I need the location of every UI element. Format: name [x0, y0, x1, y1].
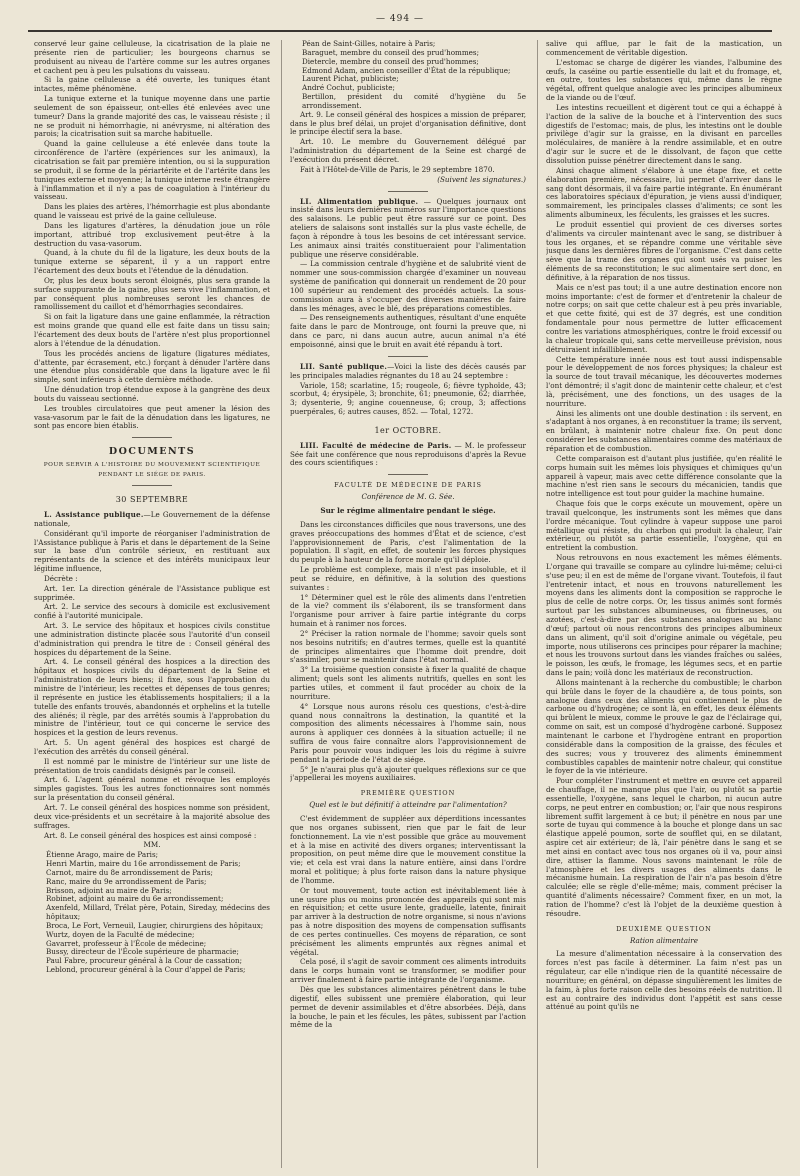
question-heading: PREMIÈRE QUESTION [360, 789, 456, 798]
paragraph: conservé leur gaine celluleuse, la cicatrisation de la plaie ne présente rien de particulier; les bourgeons charnus se produisent au niveau de l'artère comme sur les autres organes et cachent peu à peu les pulsations du vaisseau. [34, 40, 270, 75]
list-item: Brisson, adjoint au maire de Paris; [46, 885, 172, 895]
paragraph: Une dénudation trop étendue expose à la gangrène des deux bouts du vaisseau sectionné. [34, 385, 270, 403]
article-text: —Voici la liste des décès causés par les principales maladies régnantes du 18 au 24 septembre : [290, 361, 526, 380]
list-item: Étienne Arago, maire de Paris; [46, 850, 159, 860]
conference-title: Conférence de M. G. Sée. [361, 492, 455, 502]
paragraph: La mesure d'alimentation nécessaire à la conservation des forces n'est pas facile à déterminer. La faim n'est pas un régulateur, car elle n'indique rien de la quantité nécessaire de nourriture; en général, on dépasse singulièrement les limites de la faim, à plus forte raison celle des besoins réels de nutrition. Il est au contraire des individus dont l'appétit est sans cesse atténué au point qu'ils ne [546, 949, 782, 1012]
paragraph: Allons maintenant à la recherche du combustible; le charbon qui brûle dans le foyer de la chaudière a, de tous points, son analogue dans ceux des aliments qui contiennent le plus de carbone ou d'hydrogène; ce sont là, en effet, les deux éléments qui brûlent le mieux, comme le prouve le gaz de l'éclairage qui, comme on sait, est un composé d'hydrogène carboné. Supposez maintenant le carbone et l'hydrogène entrant en proportion considérable dans la composition de la graisse, des fécules et des sucres; vous y trouverez des aliments éminemment combustibles capables de maintenir notre chaleur, qui constitue le foyer de la vie intérieure. [546, 677, 782, 776]
list-item: Ranc, maire du 9e arrondissement de Paris; [46, 876, 207, 886]
paragraph: Chaque fois que le corps exécute un mouvement, opère un travail quelconque, les instruments sont les mêmes que dans l'ordre mécanique. Tout cylindre à vapeur suppose une paroi métallique qui résiste, du charbon qui produit la chaleur, l'air extérieur, ou plutôt sa partie essentielle, l'oxygène, qui en entretient la combustion. [546, 499, 782, 553]
article-liii [290, 442, 526, 469]
paragraph: Art. 10. Le membre du Gouvernement délégué par l'administration du département de la Seine est chargé de l'exécution du présent décret. [290, 137, 526, 164]
paragraph: Art. 3. Le service des hôpitaux et hospices civils constitue une administration distincte placée sous l'autorité d'un conseil d'administration qui prendra le titre de : Conseil général des hospices du département de la Seine. [34, 621, 270, 657]
article-text: —Le Gouvernement de la défense nationale, [34, 509, 270, 528]
article-heading: LI. Alimentation publique. [300, 196, 419, 206]
paragraph: Quand, à la chute du fil de la ligature, les deux bouts de la tunique externe se séparent, il y a un rapport entre l'écartement des deux bouts et l'étendue de la dénudation. [34, 248, 270, 276]
article-lii [290, 363, 526, 381]
documents-subtitle: POUR SERVIR A L'HISTOIRE DU MOUVEMENT SCIENTIFIQUE [43, 462, 261, 469]
section-rule [388, 356, 428, 357]
documents-subtitle: PENDANT LE SIÉGE DE PARIS. [98, 471, 206, 478]
paragraph: Dès que les substances alimentaires pénètrent dans le tube digestif, elles subissent une première élaboration, qui leur permet de devenir assimilables et d'être absorbées. Déjà, dans la bouche, le pain et les fécules, les pâtes, subissent par l'action même de la [290, 985, 526, 1030]
documents-title: DOCUMENTS [108, 446, 196, 458]
list-item: Laurent Pichat, publiciste; [302, 74, 399, 84]
paragraph: Cette comparaison est d'autant plus justifiée, qu'en réalité le corps humain suit les mêmes lois physiques et chimiques qu'un appareil à vapeur, mais avec cette différence consolante que la machine n'est rien sans le secours du mécanicien, tandis que notre intelligence est tout pour guider la machine humaine. [546, 453, 782, 499]
paragraph: — La commission centrale d'hygiène et de salubrité vient de nommer une sous-commission chargée d'examiner un nouveau système de panification qui donnerait un rendement de 20 pour 100 supérieur au rendement des procédés actuels. La sous-commission aura à s'occuper des diverses manières de faire dans les ménages, avec le blé, des préparations comestibles. [290, 259, 526, 313]
mm-label: MM. [143, 840, 161, 850]
section-rule [388, 474, 428, 475]
column-divider [537, 40, 538, 1168]
paragraph: Les intestins recueillent et digèrent tout ce qui a échappé à l'action de la salive de la bouche et à l'intervention des sucs digestifs de l'estomac; mais, de plus, les intestins ont le double privilège d'agir sur la graisse, en la divisant en parcelles moléculaires, de manière à la rendre assimilable, et en outre d'agir sur le sucre et de le dissolvant, de façon que cette dissolution puisse pénétrer directement dans le sang. [546, 102, 782, 165]
paragraph: Dans les circonstances difficiles que nous traversons, une des graves préoccupations des hommes d'État et de science, c'est l'approvisionnement de Paris, c'est l'alimentation de la population. Il s'agit, en effet, de soutenir les forces physiques du peuple à la hauteur de la force morale qu'il déploie. [290, 519, 526, 565]
paragraph: La tunique externe et la tunique moyenne dans une partie seulement de son épaisseur, ont-elles été enlevées avec une tumeur? Dans la grande majorité des cas, le vaisseau résiste ; il ne se produit ni hémorrhagie, ni anévrysme, ni altération des parois; la cicatrisation suit sa marche habituelle. [34, 94, 270, 139]
paragraph: Nous retrouvons en nous exactement les mêmes éléments. L'organe qui travaille se compare au cylindre lui-même; celui-ci s'use peu; il en est de même de l'organe vivant. Toutefois, il faut l'entretenir intact, et nous en trouvons naturellement les moyens dans les aliments dont la composition se rapproche le plus de celle de notre corps. Or, les tissus animés sont formés surtout par les substances albumineuses, ou fibrineuses, ou azotées, c'est-à-dire par des substances analogues au blanc d'œuf; partout où nous rencontrons des principes albumineux dans un aliment, qu'il soit d'origine animale ou végétale, peu importe, nous utiliserons ces principes pour réparer la machine; et nous les trouvons surtout dans les viandes fraîches ou salées, le poisson, les œufs, le fromage, les légumes secs, et en partie dans le pain; voilà donc les matériaux de reconstruction. [546, 553, 782, 678]
member-list [34, 851, 270, 975]
paragraph: Fait à l'Hôtel-de-Ville de Paris, le 29 septembre 1870. [300, 164, 495, 174]
list-item: Carnot, maire du 8e arrondissement de Paris; [46, 867, 213, 877]
paragraph: Art. 4. Le conseil général des hospices a la direction des hôpitaux et hospices civils du département de la Seine et l'administration de leurs biens; il fixe, sous l'approbation du ministre de l'intérieur, les recettes et dépenses de tous genres; il représente en justice les établissements hospitaliers; il a la tutelle des enfants trouvés, abandonnés et orphelins et la tutelle des aliénés; il règle, par des arrêtés soumis à l'approbation du ministre de l'intérieur, tout ce qui concerne le service des hospices et la gestion de leurs revenus. [34, 657, 270, 738]
list-item: Dietercle, membre du conseil des prud'hommes; [302, 56, 479, 66]
article-text: — M. le professeur Sée fait une conférence que nous reproduisons d'après la Revue des cours scientifiques : [290, 440, 526, 468]
paragraph: 1° Déterminer quel est le rôle des aliments dans l'entretien de la vie? comment ils s'élaborent, ils se transforment dans l'organisme pour arriver à faire partie intégrante du corps humain et à ranimer nos forces. [290, 592, 526, 629]
paragraph: Le produit essentiel qui provient de ces diverses sortes d'aliments va circuler maintenant avec le sang, se distribuer à tous les organes, et se répandre comme une véritable sève jusque dans les dernières fibres de l'organisme. C'est dans cette sève que la trame des organes qui sont usés va puiser les éléments de sa reconstitution; le suc alimentaire sert donc, en définitive, à la réparation de nos tissus. [546, 219, 782, 282]
paragraph: Ainsi les aliments ont une double destination : ils servent, en s'adaptant à nos organes, à en reconstituer la trame; ils servent, en brûlant, à maintenir notre chaleur fixe. On peut donc considérer les substances alimentaires comme des matériaux de réparation et de combustion. [546, 408, 782, 453]
paragraph: Si on fait la ligature dans une gaine enflammée, la rétraction est moins grande que quand elle est faite dans un tissu sain; l'écartement des deux bouts de l'artère n'est plus proportionnel alors à l'étendue de la dénudation. [34, 312, 270, 348]
list-item: Axenfeld, Millard, Trélat père, Potain, Sireday, médecins des hôpitaux; [46, 903, 270, 922]
list-item: Baraguet, membre du conseil des prud'hommes; [302, 47, 480, 57]
paragraph: Il est nommé par le ministre de l'intérieur sur une liste de présentation de trois candidats désignés par le conseil. [34, 756, 270, 775]
paragraph: Ainsi chaque aliment s'élabore à une étape fixe, et cette élaboration première, nécessaire, lui permet d'arriver dans le sang dont désormais, il va faire partie intégrante. En énumérant ces laboratoires spéciaux d'épuration, je viens aussi d'indiquer, sommairement, les principales classes d'aliments; ce sont les aliments albumineux, les féculents, les graisses et les sucres. [546, 165, 782, 220]
list-item: Gavarret, professeur à l'École de médecine; [46, 938, 207, 948]
paragraph: Cela posé, il s'agit de savoir comment ces aliments introduits dans le corps humain vont se transformer, se modifier pour arriver finalement à faire partie intégrante de l'organisme. [290, 957, 526, 985]
list-item: Leblond, procureur général à la Cour d'appel de Paris; [46, 965, 246, 975]
signatures-note: (Suivent les signatures.) [437, 174, 526, 184]
article-heading: L. Assistance publique. [44, 509, 144, 519]
list-item: Paul Fabre, procureur général à la Cour de cassation; [46, 956, 243, 966]
list-item: Bussy, directeur de l'École supérieure de pharmacie; [46, 947, 239, 957]
paragraph: 2° Préciser la ration normale de l'homme; savoir quels sont nos besoins nutritifs; en d'autres termes, quelle est la quantité de principes alimentaires que l'homme doit prendre, doit s'assimiler, pour se maintenir dans l'état normal. [290, 628, 526, 665]
question-title: Quel est le but définitif à atteindre par l'alimentation? [309, 800, 507, 810]
paragraph: Dans les plaies des artères, l'hémorrhagie est plus abondante quand le vaisseau est privé de la gaine celluleuse. [34, 202, 270, 221]
paragraph: Pour compléter l'instrument et mettre en œuvre cet appareil de chauffage, il ne manque plus que l'air, ou plutôt sa partie essentielle, l'oxygène, sans lequel le charbon, ni aucun autre corps, ne peut entrer en combustion; or, l'air que nous respirons librement suffit largement à ce but; il pénètre en nous par une sorte de tuyau qui commence à la bouche et plonge dans un sac élastique appelé poumon, sorte de soufflet qui, en se dilatant, aspire cet air extérieur; de là, l'air pénètre dans le sang et se met ainsi en contact avec tous nos organes où il va, pour ainsi dire, attiser la flamme. Nous savons maintenant le rôle de l'atmosphère et les divers usages des aliments dans le mécanisme humain. La respiration de l'air n'a pas besoin d'être calculée; elle se règle d'elle-même; mais, comment préciser la quantité d'aliments nécessaire? Comment fixer, en un mot, la ration de l'homme? c'est là l'objet de la deuxième question à résoudre. [546, 776, 782, 918]
list-item: Wurtz, doyen de la Faculté de médecine; [46, 929, 195, 939]
paragraph: Variole, 158; scarlatine, 15; rougeole, 6; fièvre typhoïde, 43; scorbut, 4; érysipèle, 3; bronchite, 61; pneumonie, 62; diarrhée, 3; dysenterie, 9; angine couenneuse, 6; croup, 3; affections puerpérales, 6; autres causes, 852. — Total, 1272. [290, 380, 526, 417]
paragraph: Or tout mouvement, toute action est inévitablement liée à une usure plus ou moins prononcée des appareils qui sont mis en réquisition; et cette usure lente, graduelle, latente, finirait par arriver à la destruction de notre organisme, si nous n'avions pas à notre disposition des moyens de compensation suffisants de ces pertes continuelles. Ces moyens de réparation, ce sont précisément les aliments empruntés aux règnes animal et végétal. [290, 885, 526, 957]
list-item: Robinet, adjoint au maire du 6e arrondissement; [46, 894, 224, 904]
paragraph: Or, plus les deux bouts seront éloignés, plus sera grande la surface suppurante de la gaine, plus sera vive l'inflammation, et par conséquent plus nombreuses seront les chances de ramollissement du caillot et d'hémorrhagies secondaires. [34, 275, 270, 312]
section-rule [132, 437, 172, 438]
column-1 [34, 40, 270, 1170]
list-item: Henri Martin, maire du 16e arrondissement de Paris; [46, 859, 241, 869]
paragraph: 3° La troisième question consiste à fixer la qualité de chaque aliment; quels sont les aliments nutritifs, quelles en sont les parties utiles, et comment il faut procéder au choix de la nourriture. [290, 665, 526, 701]
list-item: André Cochut, publiciste; [302, 83, 395, 93]
paragraph: Si la gaine celluleuse a été ouverte, les tuniques étant intactes, même phénomène. [34, 75, 270, 94]
paragraph: Le problème est complexe, mais il n'est pas insoluble, et il peut se réduire, en définitive, à la solution des questions suivantes : [290, 565, 526, 592]
article-text: — Quelques journaux ont insisté dans leurs dernières numéros sur l'importance questions des salaisons. Le public peut être rassuré sur ce point. Des ateliers de salaisons sont installés sur la plus vaste échelle, de façon à répondre à tous les besoins de cet intéressant service. Les animaux ainsi traités constitueraient pour l'alimentation publique une réserve considérable. [290, 196, 526, 259]
paragraph: — Des renseignements authentiques, résultant d'une enquête faite dans le parc de Montrouge, ont fourni la preuve que, ni dans ce parc, ni dans aucun autre, aucun animal n'a été empoisonné, ainsi que le bruit en avait été répandu à tort. [290, 313, 526, 349]
article-heading: LIII. Faculté de médecine de Paris. [300, 440, 452, 450]
paragraph: Art. 5. Un agent général des hospices est chargé de l'exécution des arrêtés du conseil général. [34, 738, 270, 756]
paragraph: Quand la gaine celluleuse a été enlevée dans toute la circonférence de l'artère (expériences sur les animaux), la cicatrisation se fait par première intention, ou si la suppuration se produit, il se forme de la périartérite et de l'artérite dans les tuniques externe et moyenne; la tunique interne reste étrangère à l'inflammation et il n'y a pas de coagulation à l'intérieur du vaisseau. [34, 139, 270, 202]
member-list [290, 40, 526, 111]
paragraph: 5° Je n'aurai plus qu'à ajouter quelques réflexions sur ce que j'appellerai les moyens auxiliaires. [290, 764, 526, 783]
paragraph: C'est évidemment de suppléer aux déperditions incessantes que nos organes subissent, rien que par le fait de leur fonctionnement. La vie n'est possible que grâce au mouvement et à la mise en activité des divers organes; interventissant la proposition, on peut même dire que le mouvement constitue la vie; et cela est vrai dans la nature entière, ainsi dans l'ordre moral et politique; à plus forte raison dans la nature physique de l'homme. [290, 813, 526, 885]
paragraph: Art. 2. Le service des secours à domicile est exclusivement confié à l'autorité municipale. [34, 602, 270, 621]
column-divider [281, 40, 282, 1168]
article-l [34, 511, 270, 529]
paragraph: Art. 9. Le conseil général des hospices a mission de préparer, dans le plus bref délai, un projet d'organisation définitive, dont le principe électif sera la base. [290, 109, 526, 137]
paragraph: salive qui afflue, par le fait de la mastication, un commencement de véritable digestion. [546, 40, 782, 57]
paragraph: Dans les ligatures d'artères, la dénudation joue un rôle important, attribué trop exclusivement peut-être à la destruction du vasa-vasorum. [34, 220, 270, 248]
paragraph: Tous les procédés anciens de ligature (ligatures médiates, d'attente, par écrasement, etc.) forçant à dénuder l'artère dans une étendue plus considérable que dans la ligature avec le fil simple, sont inférieurs à cette dernière méthode. [34, 348, 270, 385]
paragraph: Art. 8. Le conseil général des hospices est ainsi composé : [44, 830, 257, 840]
paragraph: Les troubles circulatoires que peut amener la lésion des vasa-vasorum par le fait de la dénudation dans les ligatures, ne sont pas encore bien établis. [34, 403, 270, 431]
question-heading: DEUXIÈME QUESTION [616, 924, 712, 933]
list-item: Bertillon, président du comité d'hygiène du 5e arrondissement. [302, 92, 526, 110]
column-3 [546, 40, 782, 1170]
regime-title: Sur le régime alimentaire pendant le siége. [320, 505, 496, 515]
paragraph: Cette température innée nous est tout aussi indispensable pour le développement de nos forces physiques; la chaleur est la source de tout travail mécanique, les découvertes modernes l'ont démontré; il s'agit donc de maintenir cette chaleur, et c'est là, précisément, une des fonctions, un des usages de la nourriture. [546, 354, 782, 408]
date-heading: 1er OCTOBRE. [374, 425, 442, 435]
article-li [290, 198, 526, 260]
article-heading: LII. Santé publique. [300, 361, 388, 371]
question-title: Ration alimentaire [629, 935, 699, 945]
column-2 [290, 40, 526, 1170]
list-item: Péan de Saint-Gilles, notaire à Paris; [302, 40, 436, 48]
faculty-title: FACULTÉ DE MÉDECINE DE PARIS [334, 481, 482, 490]
section-rule [132, 485, 172, 486]
top-rule [28, 30, 772, 32]
date-heading: 30 SEPTEMBRE [115, 495, 189, 505]
paragraph: Mais ce n'est pas tout; il a une autre destination encore non moins importante: c'est de former et d'entretenir la chaleur de notre corps; on sait que cette chaleur est à peu près invariable, et que cette fixité, qui est de 37 degrés, est une condition fondamentale pour nous permettre de lutter efficacement contre les variations atmosphériques, contre le froid excessif ou la chaleur tropicale qui, sans cette merveilleuse prévision, nous détruiraient infailliblement. [546, 282, 782, 354]
list-item: Edmond Adam, ancien conseiller d'État de la république; [302, 65, 511, 75]
paragraph: 4° Lorsque nous aurons résolu ces questions, c'est-à-dire quand nous connaîtrons la destination, la quantité et la composition des aliments nécessaires à l'homme sain, nous aurons à appliquer ces données à la situation actuelle; il ne suffira de vous faire connaître alors l'approvisionnement de Paris pour pouvoir vous indiquer les lois du régime à suivre pendant la période de l'état de siége. [290, 701, 526, 764]
page-number: — 494 — [376, 14, 424, 24]
section-rule [388, 191, 428, 192]
paragraph: Considérant qu'il importe de réorganiser l'administration de l'Assistance publique à Paris et dans le département de la Seine sur la base d'un contrôle sérieux, en restituant aux représentants de la science et des intérêts municipaux leur légitime influence, [34, 528, 270, 574]
paragraph: Décrète : [44, 573, 78, 583]
paragraph: Art. 7. Le conseil général des hospices nomme son président, deux vice-présidents et un secrétaire à la majorité absolue des suffrages. [34, 802, 270, 830]
paragraph: L'estomac se charge de digérer les viandes, l'albumine des œufs, la caséine ou partie essentielle du lait et du fromage, et, en outre, toutes les substances qui, même dans le règne végétal, offrent quelque analogie avec les principes albumineux de la viande ou de l'œuf. [546, 57, 782, 103]
list-item: Broca, Le Fort, Verneuil, Laugier, chirurgiens des hôpitaux; [46, 920, 264, 930]
paragraph: Art. 1er. La direction générale de l'Assistance publique est supprimée. [34, 583, 270, 602]
paragraph: Art. 6. L'agent général nomme et révoque les employés simples gagistes. Tous les autres fonctionnaires sont nommés sur la présentation du conseil général. [34, 775, 270, 803]
